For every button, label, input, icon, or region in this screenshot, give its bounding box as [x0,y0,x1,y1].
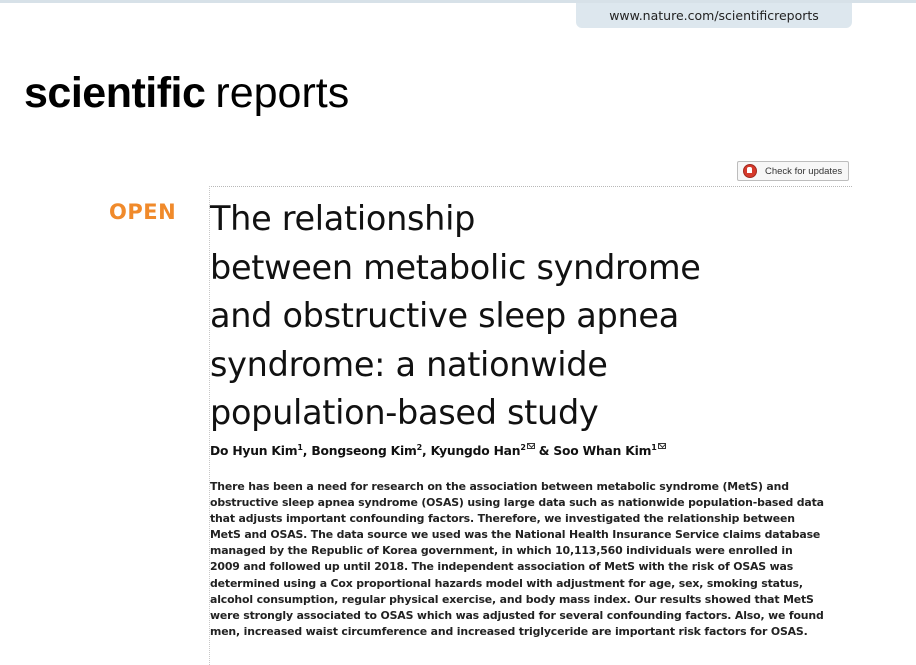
author-affiliation: 2 [416,443,422,452]
abstract-line: There has been a need for research on the association between metabolic syndrome (MetS) and [210,480,789,493]
header-divider [209,186,852,187]
abstract-line: were strongly associated to OSAS which was adjusted for several confounding factors. Also, we found [210,608,824,622]
title-line: between metabolic syndrome [210,247,701,287]
journal-name-bold: scientific [24,69,206,117]
title-line: syndrome: a nationwide [210,344,608,384]
bookmark-icon [743,164,757,178]
abstract-line: that adjusts important confounding factors. Therefore, we investigated the relationship between [210,512,795,526]
journal-url-tab[interactable] [576,3,852,28]
author-name[interactable]: Soo Whan Kim [553,444,652,458]
abstract-line: managed by the Republic of Korea government, in which 10,113,560 individuals were enrolled in [210,544,793,558]
journal-name-regular: reports [215,69,350,117]
abstract-line: men, increased waist circumference and increased triglyceride are important risk factors for OSAS. [210,624,808,638]
author-name[interactable]: Do Hyun Kim [210,444,298,458]
author-separator: , [422,444,431,458]
abstract [210,479,850,640]
title-line: The relationship [210,199,476,238]
check-for-updates-label: Check for updates [765,165,843,177]
author-affiliation: 1 [297,443,303,452]
author-name[interactable]: Bongseong Kim [311,444,417,458]
abstract-line: determined using a Cox proportional hazards model with adjustment for age, sex, smoking status, [210,576,803,590]
abstract-line: alcohol consumption, regular physical exercise, and body mass index. Our results showed that MetS [210,592,814,606]
abstract-line: 2009 and followed up until 2018. The independent association of MetS with the risk of OSAS was [210,560,794,574]
open-access-label: OPEN [109,200,177,224]
title-line: and obstructive sleep apnea [210,296,679,335]
title-line: population-based study [210,393,599,432]
journal-url[interactable]: www.nature.com/scientificreports [609,8,819,23]
article-title [210,195,850,438]
author-affiliation: 1 [651,443,657,452]
author-separator: , [302,444,312,458]
journal-logo [24,68,349,118]
author-name[interactable]: Kyungdo Han [430,444,521,458]
envelope-icon[interactable] [527,443,535,449]
abstract-line: obstructive sleep apnea syndrome (OSAS) using large data such as nationwide population-based data [210,496,824,510]
check-for-updates-button[interactable] [737,161,849,181]
abstract-line: MetS and OSAS. The data source we used was the National Health Insurance Service claims database [210,528,821,542]
author-separator: & [534,444,554,458]
author-list [210,443,666,458]
author-affiliation: 2 [520,443,526,452]
envelope-icon[interactable] [658,443,666,449]
